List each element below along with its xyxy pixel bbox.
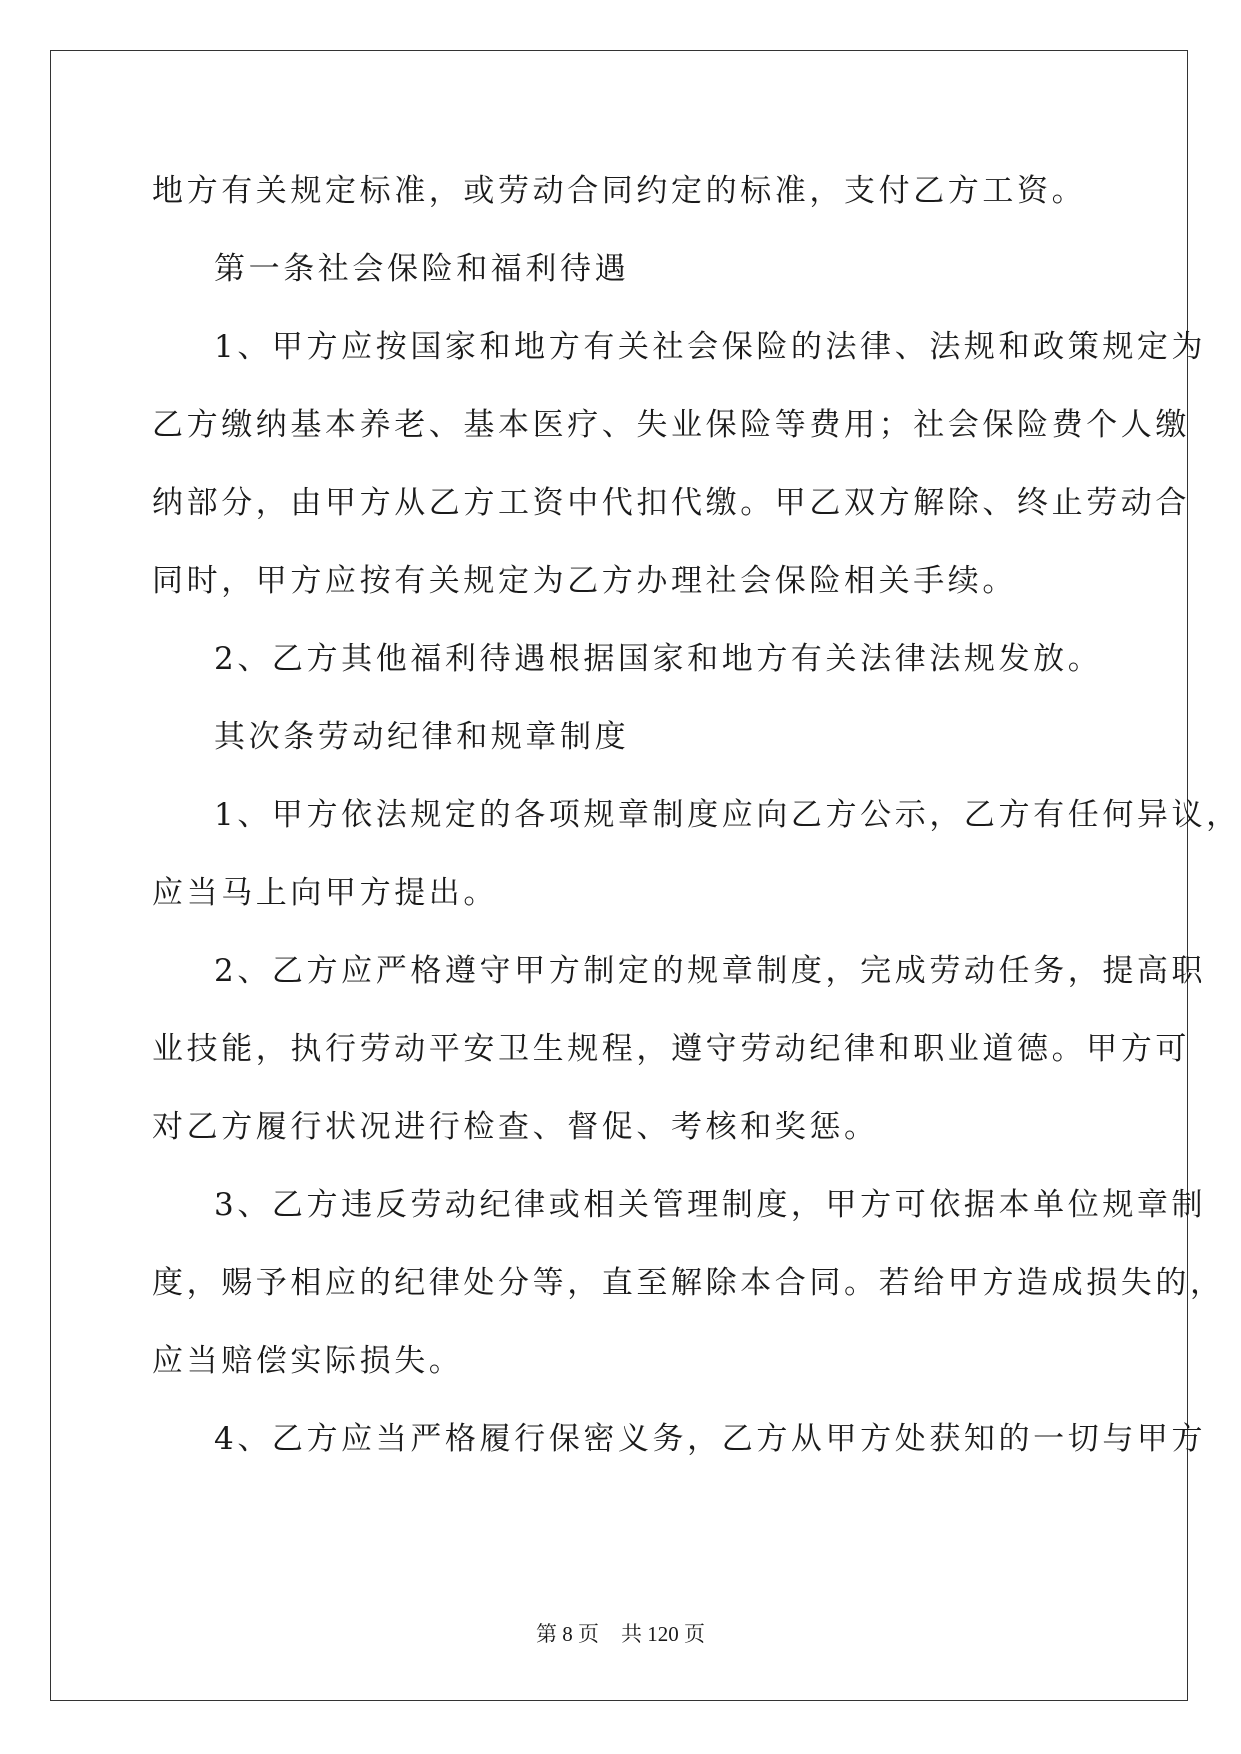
text-line: 1、甲方应按国家和地方有关社会保险的法律、法规和政策规定为 [214,329,1207,365]
page-footer [0,1618,1241,1648]
section-heading: 其次条劳动纪律和规章制度 [214,719,630,755]
text-line: 业技能，执行劳动平安卫生规程，遵守劳动纪律和职业道德。甲方可 [152,1031,1190,1067]
document-body [152,152,1241,1478]
section-heading: 第一条社会保险和福利待遇 [214,251,630,287]
text-line: 同时，甲方应按有关规定为乙方办理社会保险相关手续。 [152,563,1017,599]
text-line: 纳部分，由甲方从乙方工资中代扣代缴。甲乙双方解除、终止劳动合 [152,485,1190,521]
text-line: 2、乙方其他福利待遇根据国家和地方有关法律法规发放。 [214,641,1103,677]
text-line: 度，赐予相应的纪律处分等，直至解除本合同。若给甲方造成损失的， [152,1265,1225,1301]
text-line: 地方有关规定标准，或劳动合同约定的标准，支付乙方工资。 [152,173,1087,209]
text-line: 应当马上向甲方提出。 [152,875,498,911]
page-total: 共 120 页 [621,1622,705,1646]
text-line: 3、乙方违反劳动纪律或相关管理制度，甲方可依据本单位规章制 [214,1187,1207,1223]
text-line: 乙方缴纳基本养老、基本医疗、失业保险等费用；社会保险费个人缴 [152,407,1190,443]
text-line: 1、甲方依法规定的各项规章制度应向乙方公示，乙方有任何异议， [214,797,1241,833]
text-line: 对乙方履行状况进行检查、督促、考核和奖惩。 [152,1109,879,1145]
page-number: 第 8 页 [536,1622,599,1646]
text-line: 4、乙方应当严格履行保密义务，乙方从甲方处获知的一切与甲方 [214,1421,1207,1457]
text-line: 2、乙方应严格遵守甲方制定的规章制度，完成劳动任务，提高职 [214,953,1207,989]
text-line: 应当赔偿实际损失。 [152,1343,464,1379]
